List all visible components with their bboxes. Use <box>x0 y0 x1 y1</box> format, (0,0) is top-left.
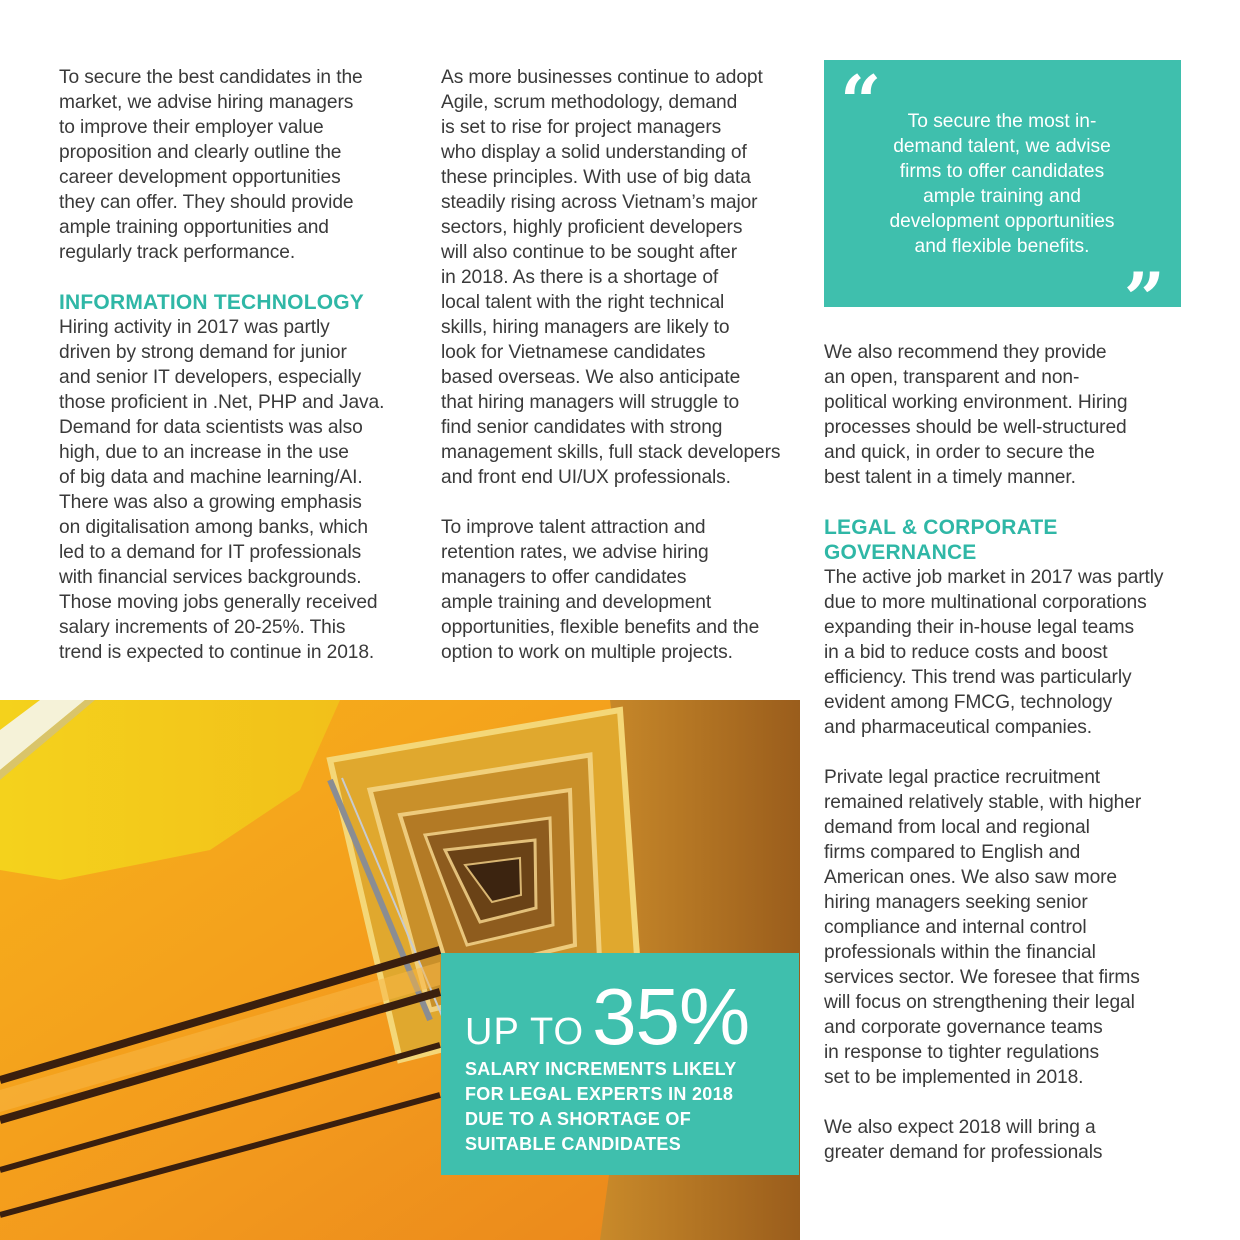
private-practice-paragraph: Private legal practice recruitment remained relatively stable, with higher demand from local and regional firms compared to English and American ones. We also saw more hiring managers seeking senior compliance and internal control professionals within the financial services sector. We foresee that firms will focus on strengthening their legal and corporate governance teams in response to tighter regulations set to be implemented in 2018. <box>824 767 1142 1088</box>
column-middle <box>441 65 806 665</box>
paragraph-spacer <box>824 740 1189 765</box>
intro-paragraph: To secure the best candidates in the market, we advise hiring managers to improve their employer value proposition and clearly outline the career development opportunities they can offer. They should provide ample training opportunities and regularly track performance. <box>59 67 363 263</box>
stat-caption: SALARY INCREMENTS LIKELY FOR LEGAL EXPERTS IN 2018 DUE TO A SHORTAGE OF SUITABLE CANDIDATES <box>465 1059 737 1154</box>
pull-quote-text: To secure the most in- demand talent, we advise firms to offer candidates ample training and development opportunities and flexible benefits. <box>889 111 1115 257</box>
talent-attraction-paragraph: To improve talent attraction and retention rates, we advise hiring managers to offer candidates ample training and development opportunities, flexible benefits and the option to work on multiple projects. <box>441 517 760 663</box>
section-heading-legal-corporate-governance: LEGAL & CORPORATE GOVERNANCE <box>824 516 1058 564</box>
salary-stat-callout <box>441 953 799 1175</box>
stat-percentage: 35% <box>592 972 750 1061</box>
legal-market-paragraph: The active job market in 2017 was partly due to more multinational corporations expanding their in-house legal teams in a bid to reduce costs and boost efficiency. This trend was particularly evident among FMCG, technology and pharmaceutical companies. <box>824 567 1164 738</box>
paragraph-spacer <box>441 490 806 515</box>
it-paragraph: Hiring activity in 2017 was partly driven by strong demand for junior and senior IT developers, especially those proficient in .Net, PHP and Java. Demand for data scientists was also high, due to an increase in the use of big data and machine learning/AI. There was also a growing emphasis on digitalisation among banks, which led to a demand for IT professionals with financial services backgrounds. Those moving jobs generally received salary increments of 20-25%. This trend is expected to continue in 2018. <box>59 317 385 663</box>
paragraph-spacer <box>824 1090 1189 1115</box>
working-environment-paragraph: We also recommend they provide an open, transparent and non- political working environment. Hiring processes should be well-structured and quick, in order to secure the best talent in a timely manner. <box>824 342 1128 488</box>
it-outlook-paragraph: As more businesses continue to adopt Agile, scrum methodology, demand is set to rise for project managers who display a solid understanding of these principles. With use of big data steadily rising across Vietnam’s major sectors, highly proficient developers will also continue to be sought after in 2018. As there is a shortage of local talent with the right technical skills, hiring managers are likely to look for Vietnamese candidates based overseas. We also anticipate that hiring managers will struggle to find senior candidates with strong management skills, full stack developers and front end UI/UX professionals. <box>441 67 781 488</box>
stat-prefix: UP TO <box>465 1011 585 1053</box>
demand-outlook-paragraph: We also expect 2018 will bring a greater demand for professionals <box>824 1117 1103 1163</box>
stat-headline <box>465 971 749 1063</box>
paragraph-spacer <box>59 265 419 290</box>
pull-quote <box>824 59 1181 341</box>
column-left <box>59 65 419 665</box>
column-right <box>824 340 1189 1165</box>
close-quote-icon: ” <box>1123 256 1165 341</box>
open-quote-icon: “ <box>840 59 882 144</box>
section-heading-information-technology: INFORMATION TECHNOLOGY <box>59 291 364 314</box>
paragraph-spacer <box>824 490 1189 515</box>
